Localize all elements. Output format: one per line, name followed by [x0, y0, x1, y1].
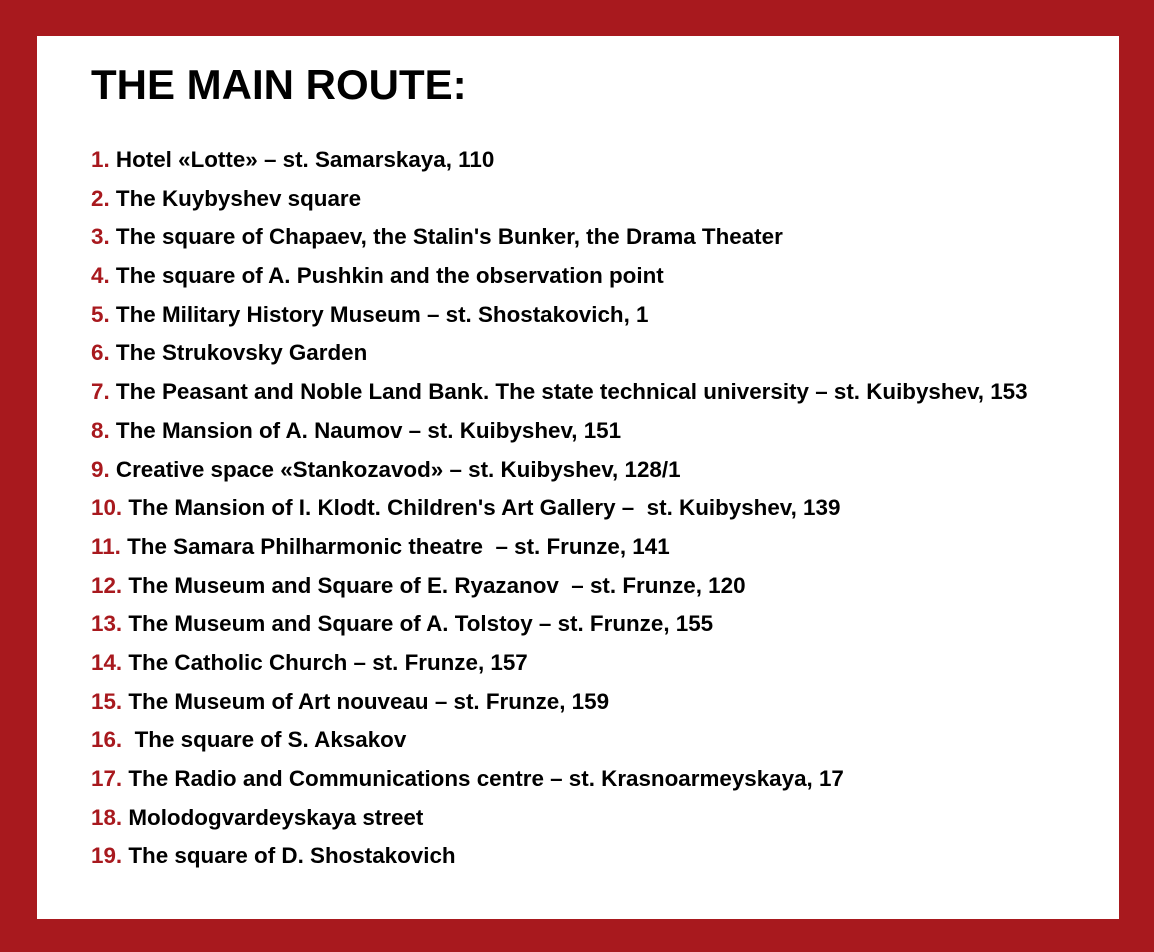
route-number: 4.	[91, 263, 110, 289]
route-stop-text: The square of S. Aksakov	[128, 727, 407, 753]
route-stop-text: The Catholic Church – st. Frunze, 157	[128, 649, 528, 675]
route-item	[91, 373, 1028, 412]
route-number: 1.	[91, 147, 110, 172]
route-number: 18.	[91, 804, 123, 830]
route-stop-text: The Radio and Communications centre – st. Krasnoarmeyskaya, 17	[128, 766, 844, 791]
route-stop-text: The Kuybyshev square	[115, 185, 362, 211]
route-item	[91, 528, 1028, 567]
route-number: 3.	[91, 224, 110, 250]
route-number: 16.	[91, 727, 123, 753]
route-item	[91, 605, 1028, 644]
route-item	[91, 180, 1028, 219]
route-stop-text: Hotel «Lotte» – st. Samarskaya, 110	[115, 147, 495, 172]
route-item	[91, 644, 1028, 683]
route-number: 8.	[91, 417, 110, 443]
route-item	[91, 412, 1028, 451]
route-number: 13.	[91, 611, 123, 637]
content-panel	[37, 36, 1119, 919]
route-item	[91, 257, 1028, 296]
route-stop-text: The Samara Philharmonic theatre – st. Frunze, 141	[127, 533, 670, 559]
route-number: 9.	[91, 456, 110, 482]
route-number: 12.	[91, 572, 123, 598]
route-stop-text: The square of D. Shostakovich	[128, 843, 456, 869]
route-item	[91, 721, 1028, 760]
route-number: 11.	[91, 533, 121, 559]
route-item	[91, 837, 1028, 876]
route-item	[91, 218, 1028, 257]
route-item	[91, 683, 1028, 722]
route-stop-text: The Peasant and Noble Land Bank. The state technical university – st. Kuibyshev, 153	[115, 379, 1028, 405]
route-stop-text: The Military History Museum – st. Shostakovich, 1	[115, 301, 649, 327]
route-item	[91, 799, 1028, 838]
route-item	[91, 489, 1028, 528]
route-stop-text: The square of Chapaev, the Stalin's Bunker, the Drama Theater	[115, 224, 783, 250]
route-item	[91, 334, 1028, 373]
page-title: THE MAIN ROUTE:	[91, 61, 467, 108]
route-stop-text: The Mansion of A. Naumov – st. Kuibyshev, 151	[115, 417, 622, 443]
route-item	[91, 760, 1028, 799]
route-stop-text: The Strukovsky Garden	[115, 340, 368, 366]
route-number: 7.	[91, 379, 110, 405]
route-number: 5.	[91, 301, 110, 327]
route-number: 14.	[91, 649, 123, 675]
route-item	[91, 296, 1028, 335]
route-number: 10.	[91, 495, 123, 521]
route-stop-text: Creative space «Stankozavod» – st. Kuibyshev, 128/1	[115, 456, 681, 482]
route-stop-text: The Mansion of I. Klodt. Children's Art Gallery – st. Kuibyshev, 139	[128, 495, 841, 521]
route-item	[91, 451, 1028, 490]
route-list	[91, 141, 1028, 876]
route-number: 2.	[91, 185, 110, 211]
route-item	[91, 567, 1028, 606]
route-number: 6.	[91, 340, 110, 366]
route-number: 19.	[91, 843, 123, 869]
route-stop-text: The Museum and Square of A. Tolstoy – st. Frunze, 155	[128, 611, 714, 637]
route-stop-text: The Museum of Art nouveau – st. Frunze, 159	[128, 688, 610, 714]
route-stop-text: The square of A. Pushkin and the observation point	[115, 263, 664, 289]
route-stop-text: Molodogvardeyskaya street	[128, 804, 424, 830]
route-item	[91, 141, 1028, 180]
route-stop-text: The Museum and Square of E. Ryazanov – st. Frunze, 120	[128, 572, 746, 598]
route-number: 17.	[91, 766, 123, 791]
route-number: 15.	[91, 688, 123, 714]
